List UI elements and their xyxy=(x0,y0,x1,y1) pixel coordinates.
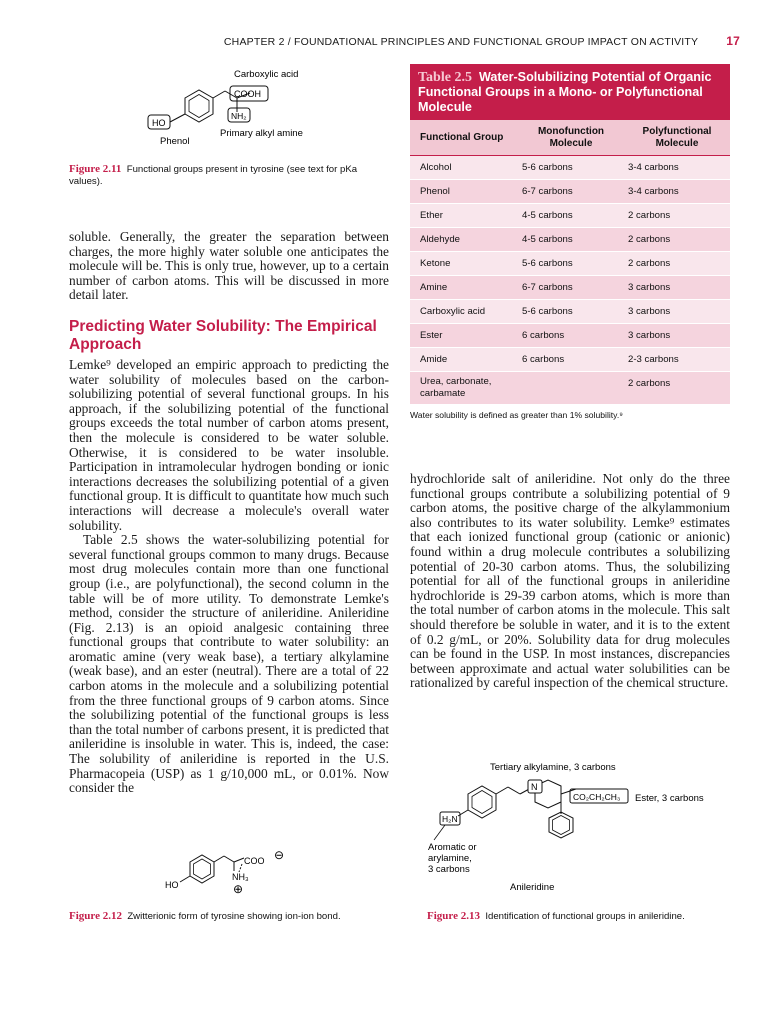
table-row xyxy=(410,228,730,252)
column-header: Polyfunctional Molecule xyxy=(624,120,730,156)
primary-amine-label: Primary alkyl amine xyxy=(220,128,303,139)
aromatic-amine-label-1: Aromatic or xyxy=(428,842,477,853)
table-row xyxy=(410,252,730,276)
table-cell: Amine xyxy=(410,276,518,300)
table-cell: 6-7 carbons xyxy=(518,180,624,204)
table-row xyxy=(410,204,730,228)
table-cell: 2 carbons xyxy=(624,372,730,405)
figure-label: Figure 2.12 xyxy=(69,910,122,922)
figure-2-11-caption xyxy=(69,163,389,188)
table-row xyxy=(410,324,730,348)
n-label: N xyxy=(531,782,538,792)
table-cell: 2 carbons xyxy=(624,252,730,276)
table-cell: 4-5 carbons xyxy=(518,228,624,252)
left-column-para1 xyxy=(69,230,389,303)
table-cell: Ether xyxy=(410,204,518,228)
table-title: Water-Solubilizing Potential of Organic Functional Groups in a Mono- or Polyfunctional Molecule xyxy=(418,70,712,114)
compound-name: Anileridine xyxy=(510,882,555,893)
ho-label: HO xyxy=(165,880,179,890)
nh3-label: NH₃ xyxy=(232,872,249,882)
chapter-title: CHAPTER 2 / FOUNDATIONAL PRINCIPLES AND FUNCTIONAL GROUP IMPACT ON ACTIVITY xyxy=(223,36,699,48)
table-row xyxy=(410,372,730,405)
right-column-body xyxy=(410,472,730,691)
caption-text: Zwitterionic form of tyrosine showing ion-ion bond. xyxy=(127,911,341,922)
figure-2-13-caption xyxy=(427,910,747,923)
figure-label: Figure 2.13 xyxy=(427,910,480,922)
table-cell: Carboxylic acid xyxy=(410,300,518,324)
table-cell xyxy=(518,372,624,405)
table-cell: 2 carbons xyxy=(624,204,730,228)
table-cell: 4-5 carbons xyxy=(518,204,624,228)
table-cell: Ketone xyxy=(410,252,518,276)
table-cell: Amide xyxy=(410,348,518,372)
table-cell: 5-6 carbons xyxy=(518,300,624,324)
table-cell: Aldehyde xyxy=(410,228,518,252)
paragraph: soluble. Generally, the greater the separation between charges, the more highly water soluble one anticipates the molecule will be. This is only true, however, up to a certain number of carbon atoms. This will be discussed in more detail later. xyxy=(69,229,389,303)
figure-2-13-structure xyxy=(410,756,730,906)
table-cell: 6-7 carbons xyxy=(518,276,624,300)
column-header: Monofunction Molecule xyxy=(518,120,624,156)
table-cell: 2 carbons xyxy=(624,228,730,252)
paragraph: Lemke⁹ developed an empiric approach to predicting the water solubility of molecules based on the carbon-solubilizing potential of several functional groups. In his approach, if the solubilizing potential of the functional groups exceeds the total number of carbon atoms present, then the molecule is considered to be water soluble. Otherwise, it is considered to be water insoluble. Participation in intramolecular hydrogen bonding or ionic interactions decreases the solubilizing potential of a given functional group. It is difficult to quantitate how much such interactions will decrease a molecule's overall water solubility. xyxy=(69,357,389,533)
aromatic-amine-label-3: 3 carbons xyxy=(428,864,470,875)
table-cell: 6 carbons xyxy=(518,324,624,348)
table-footnote: Water solubility is defined as greater than 1% solubility.⁹ xyxy=(410,410,623,420)
section-heading: Predicting Water Solubility: The Empirical Approach xyxy=(69,318,377,353)
table-cell: 3 carbons xyxy=(624,276,730,300)
phenol-label: Phenol xyxy=(160,136,190,147)
table-number: Table 2.5 xyxy=(418,70,472,85)
paragraph: hydrochloride salt of anileridine. Not only do the three functional groups contribute a solubilizing potential of 9 carbon atoms, the positive charge of the alkylammonium also contributes to its water solubility. Lemke⁹ estimates that each ionized functional group (cationic or anionic) found within a drug molecule contributes a solubilizing potential of 20-30 carbon atoms. Thus, the solubilizing potential for all of the functional groups in anileridine hydrochloride is 29-39 carbon atoms, which is more than the total number of carbon atoms in the molecule. This salt should therefore be soluble in water, and it is to the extent of 0.2 g/mL, or 20%. Solubility data for drug molecules can be found in the USP. In most instances, discrepancies between approximate and actual water solubilities can be rationalized by careful inspection of the chemical structure. xyxy=(410,471,730,691)
table-cell: Phenol xyxy=(410,180,518,204)
table-row xyxy=(410,156,730,180)
table-cell: 2-3 carbons xyxy=(624,348,730,372)
tertiary-amine-label: Tertiary alkylamine, 3 carbons xyxy=(490,762,616,773)
table-cell: 3 carbons xyxy=(624,300,730,324)
table-cell: Ester xyxy=(410,324,518,348)
running-header xyxy=(0,34,740,48)
nh2-label: NH₂ xyxy=(231,111,247,121)
figure-2-12-structure xyxy=(160,842,310,894)
table-cell: 3-4 carbons xyxy=(624,180,730,204)
table-cell: 5-6 carbons xyxy=(518,156,624,180)
table-cell: 6 carbons xyxy=(518,348,624,372)
table-row xyxy=(410,300,730,324)
aromatic-amine-label-2: arylamine, xyxy=(428,853,472,864)
paragraph: Table 2.5 shows the water-solubilizing potential for several functional groups common to many drugs. Because most drug molecules contain more than one functional group (i.e., are polyfunctional), the second column in the table will be of more utility. To demonstrate Lemke's method, consider the structure of anileridine. Anileridine (Fig. 2.13) is an opioid analgesic containing three functional groups that contribute to water solubility: an aromatic amine (very weak base), a tertiary alkylamine (weak base), and an ester (neutral). There are a total of 22 carbon atoms in the molecule and a solubilizing potential from the three functional groups of 9 carbon atoms. Since the solubilizing potential of the functional groups is less than the total number of carbons present, it is predicted that anileridine is insoluble in water. This is, indeed, the case: The solubility of anileridine is reported in the U.S. Pharmacopeia (USP) as 1 g/10,000 mL, or 0.01%. Now consider the xyxy=(69,532,389,796)
figure-2-11-structure xyxy=(120,62,360,157)
table-title-bar xyxy=(410,64,730,120)
ester-group-label: CO₂CH₂CH₃ xyxy=(573,792,621,802)
table-cell: 5-6 carbons xyxy=(518,252,624,276)
table-row xyxy=(410,180,730,204)
table-body xyxy=(410,120,730,405)
figure-2-12-caption xyxy=(69,910,389,923)
plus-charge: ⊕ xyxy=(233,882,244,894)
figure-label: Figure 2.11 xyxy=(69,163,122,175)
page-number: 17 xyxy=(726,34,740,48)
table-cell: Urea, carbonate, carbamate xyxy=(410,372,518,405)
cooh-label: COOH xyxy=(234,89,261,99)
table-2-5 xyxy=(410,64,730,420)
table-row xyxy=(410,276,730,300)
ho-label: HO xyxy=(152,118,166,128)
table-row xyxy=(410,348,730,372)
caption-text: Functional groups present in tyrosine (see text for pKa values). xyxy=(69,164,358,187)
table-cell: Alcohol xyxy=(410,156,518,180)
carboxylic-acid-label: Carboxylic acid xyxy=(234,69,299,80)
minus-charge: ⊖ xyxy=(274,848,285,862)
ester-label: Ester, 3 carbons xyxy=(635,793,704,804)
left-column-body xyxy=(69,358,389,796)
h2n-label: H₂N xyxy=(442,814,458,824)
coo-label: COO xyxy=(244,856,265,866)
table-cell: 3 carbons xyxy=(624,324,730,348)
caption-text: Identification of functional groups in anileridine. xyxy=(485,911,685,922)
table-header-row xyxy=(410,120,730,156)
table-cell: 3-4 carbons xyxy=(624,156,730,180)
column-header: Functional Group xyxy=(410,120,518,156)
